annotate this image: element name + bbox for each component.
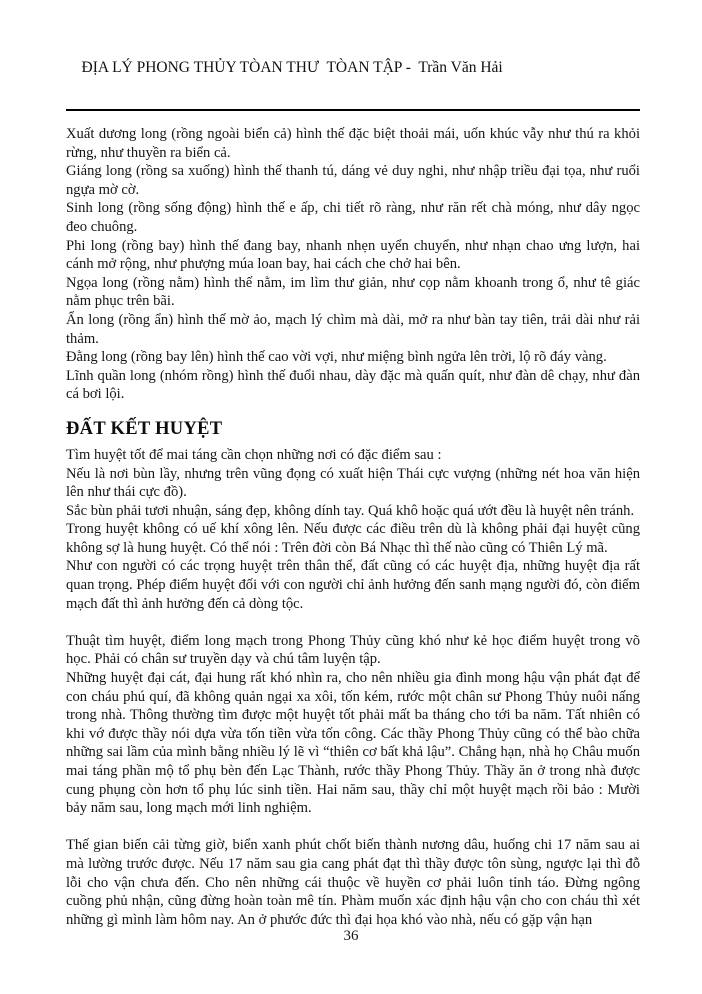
paragraph-dragon-5: Ngọa long (rồng nằm) hình thế nằm, im lìm thư giản, như cọp nằm khoanh trong ổ, như tê giác nằm phục trên bãi.	[66, 274, 640, 310]
paragraph-section-4: Trong huyệt không có uế khí xông lên. Nếu được các điều trên dù là không phải đại huyệt cũng không sợ là hung huyệt. Có thể nói : Trên đời còn Bá Nhạc thì thế nào cũng có Thiên Lý mã.	[66, 521, 640, 556]
paragraph-section-3: Sắc bùn phải tươi nhuận, sáng đẹp, không dính tay. Quá khô hoặc quá ướt đều là huyệt nên tránh.	[66, 502, 635, 519]
document-body	[66, 125, 640, 929]
paragraph-section-2: Nếu là nơi bùn lầy, nhưng trên vũng đọng có xuất hiện Thái cực vượng (những nét hoa văn hiện lên như thái cực đồ).	[66, 465, 640, 501]
paragraph-gap	[66, 613, 640, 632]
section-heading: ĐẤT KẾT HUYỆT	[66, 418, 223, 439]
paragraph-gap	[66, 818, 640, 837]
paragraph-training-2: Những huyệt đại cát, đại hung rất khó nhìn ra, cho nên nhiều gia đình mong hậu vận phát đạt để con cháu phú quí, đã không quản ngại xa xôi, tốn kém, rước một chân sư Phong Thủy nuôi nấng trong nhà. Thông thường tìm được một huyệt tốt phải mất ba tháng cho tới ba năm. Tất nhiên có khi vớ được thầy nói dựa vừa tốn tiền vừa tốn công. Các thầy Phong Thủy cũng có thể bào chữa những sai lầm của mình bằng nhiều lý lẽ vì “thiên cơ bất khả lậu”. Chẳng hạn, nhà họ Châu muốn mai táng phần mộ tổ phụ bèn đến Lạc Thành, rước thầy Phong Thủy. Thầy ăn ở trong nhà được cung phụng còn hơn tổ phụ lúc sinh tiền. Hai năm sau, thầy chỉ một huyệt mạch rồi bảo : Mười bảy năm sau, long mạch mới linh nghiệm.	[66, 670, 640, 817]
paragraph-dragon-1: Xuất dương long (rồng ngoài biển cả) hình thế đặc biệt thoải mái, uốn khúc vẫy như thú ra khỏi rừng, như thuyền ra biển cả.	[66, 126, 640, 161]
paragraph-dragon-7: Đằng long (rồng bay lên) hình thế cao vời vợi, như miệng bình ngửa lên trời, lộ rõ đáy vàng.	[66, 349, 607, 366]
header-title: ĐỊA LÝ PHONG THỦY TÒAN THƯ TÒAN TẬP - Trần Văn Hải	[81, 59, 503, 76]
paragraph-dragon-3: Sinh long (rồng sống động) hình thế e ấp, chi tiết rõ ràng, như răn rết chà móng, như dây ngọc đeo chuông.	[66, 200, 640, 235]
paragraph-dragon-8: Lĩnh quần long (nhóm rồng) hình thế đuổi nhau, dày đặc mà quấn quít, như đàn dê chạy, như đàn cá bơi lội.	[66, 367, 640, 403]
paragraph-dragon-6: Ẩn long (rồng ẩn) hình thế mờ ảo, mạch lý chìm mà dài, mở ra như bàn tay tiên, trải dài như rải thảm.	[66, 311, 640, 347]
page-header	[66, 38, 640, 98]
paragraph-section-1: Tìm huyệt tốt để mai táng cần chọn những nơi có đặc điểm sau :	[66, 446, 442, 463]
page-number: 36	[343, 928, 359, 944]
header-divider	[66, 109, 640, 111]
paragraph-dragon-4: Phi long (rồng bay) hình thế đang bay, nhanh nhẹn uyển chuyển, như nhạn chao ưng lượn, hai cánh mở rộng, như phượng múa loan bay, hai cách che chở hai bên.	[66, 237, 640, 273]
paragraph-section-5: Như con người có các trọng huyệt trên thân thể, đất cũng có các huyệt địa, những huyệt địa rất quan trọng. Phép điểm huyệt đối với con người chỉ ảnh hưởng đến sanh mạng người đó, còn điểm mạch đất thì ảnh hưởng đến cả dòng tộc.	[66, 558, 640, 612]
paragraph-training-1: Thuật tìm huyệt, điểm long mạch trong Phong Thủy cũng khó như kẻ học điểm huyệt trong võ học. Phải có chân sư truyền dạy và chú tâm luyện tập.	[66, 632, 640, 668]
paragraph-dragon-2: Giáng long (rồng sa xuống) hình thế thanh tú, dáng vẻ duy nghi, như nhập triều đại tọa, như ruổi ngựa mờ cờ.	[66, 163, 640, 198]
paragraph-final: Thế gian biến cải từng giờ, biển xanh phút chốt biến thành nương dâu, huống chi 17 năm sau ai mà lường trước được. Nếu 17 năm sau gia cang phát đạt thì thầy được tôn sùng, ngược lại thì đỗ lỗi cho vận chưa đến. Cho nên những cái thuộc về huyền cơ phải luôn tỉnh táo. Đừng ngông cuồng phủ nhận, cũng đừng hoàn toàn mê tín. Phàm muốn xác định hậu vận cho con cháu thì xét những gì mình làm hôm nay. An ở phước đức thì đại họa khó vào nhà, nếu có gặp vận hạn	[66, 837, 640, 928]
